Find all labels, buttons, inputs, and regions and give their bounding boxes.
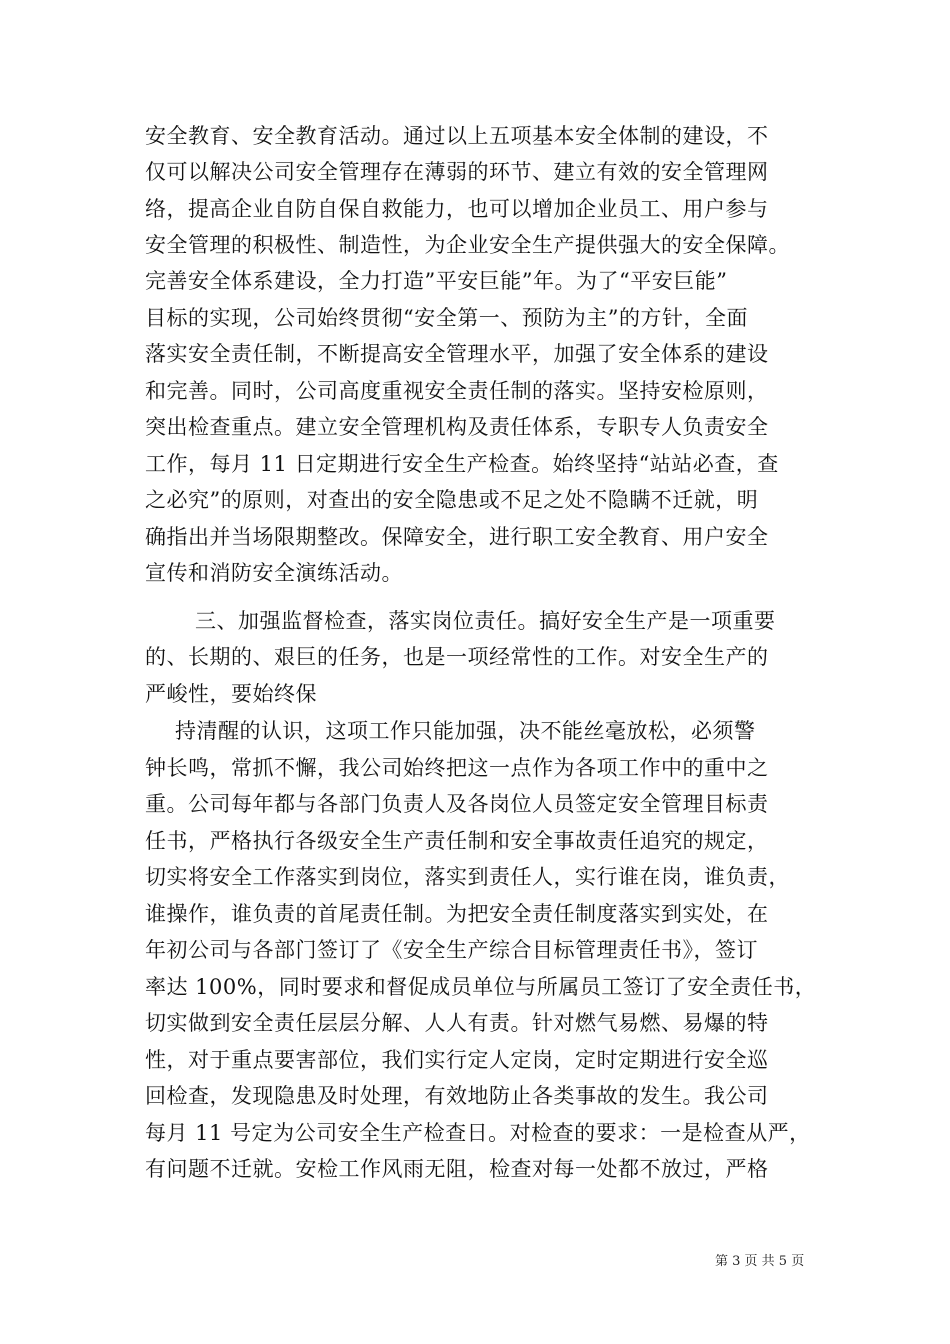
text-line: 络，提高企业自防自保自救能力，也可以增加企业员工、用户参与 [145,197,769,221]
paragraph-start-line: 持清醒的认识，这项工作只能加强，决不能丝毫放松，必须警 [175,719,756,743]
text-line: 的、长期的、艰巨的任务，也是一项经常性的工作。对安全生产的 [145,645,769,669]
text-line: 目标的实现，公司始终贯彻“安全第一、预防为主”的方针，全面 [145,306,748,330]
text-line: 突出检查重点。建立安全管理机构及责任体系，专职专人负责安全 [145,415,769,439]
text-line: 落实安全责任制，不断提高安全管理水平，加强了安全体系的建设 [145,342,769,366]
text-line: 仅可以解决公司安全管理存在薄弱的环节、建立有效的安全管理网 [145,160,769,184]
text-line: 重。公司每年都与各部门负责人及各岗位人员签定安全管理目标责 [145,792,769,816]
text-line: 确指出并当场限期整改。保障安全，进行职工安全教育、用户安全 [145,525,769,549]
text-line: 率达 100%，同时要求和督促成员单位与所属员工签订了安全责任书， [145,975,817,999]
text-line: 工作，每月 11 日定期进行安全生产检查。始终坚持“站站必查，查 [145,452,779,476]
section-heading-line: 三、加强监督检查，落实岗位责任。搞好安全生产是一项重要 [195,609,776,633]
text-line: 每月 11 号定为公司安全生产检查日。对检查的要求：一是检查从严， [145,1121,811,1145]
text-line: 切实做到安全责任层层分解、人人有责。针对燃气易燃、易爆的特 [145,1011,769,1035]
text-line: 和完善。同时，公司高度重视安全责任制的落实。坚持安检原则， [145,379,769,403]
text-line: 有问题不迁就。安检工作风雨无阻，检查对每一处都不放过，严格 [145,1157,769,1181]
text-line: 钟长鸣，常抓不懈，我公司始终把这一点作为各项工作中的重中之 [145,756,769,780]
text-line: 完善安全体系建设，全力打造”平安巨能”年。为了“平安巨能” [145,269,728,293]
text-line: 年初公司与各部门签订了《安全生产综合目标管理责任书》，签订 [145,938,758,962]
text-line: 谁操作，谁负责的首尾责任制。为把安全责任制度落实到实处，在 [145,902,769,926]
text-line: 性，对于重点要害部位，我们实行定人定岗，定时定期进行安全巡 [145,1048,769,1072]
page-number: 第 3 页 共 5 页 [715,1254,805,1269]
text-line: 宣传和消防安全演练活动。 [145,561,403,585]
text-line: 安全教育、安全教育活动。通过以上五项基本安全体制的建设，不 [145,124,769,148]
text-line: 切实将安全工作落实到岗位，落实到责任人，实行谁在岗，谁负责， [145,865,790,889]
text-line: 任书，严格执行各级安全生产责任制和安全事故责任追究的规定， [145,829,769,853]
text-line: 回检查，发现隐患及时处理，有效地防止各类事故的发生。我公司 [145,1084,769,1108]
text-line: 之必究”的原则，对查出的安全隐患或不足之处不隐瞒不迁就，明 [145,488,759,512]
text-line: 严峻性，要始终保 [145,682,317,706]
text-line: 安全管理的积极性、制造性，为企业安全生产提供强大的安全保障。 [145,233,790,257]
